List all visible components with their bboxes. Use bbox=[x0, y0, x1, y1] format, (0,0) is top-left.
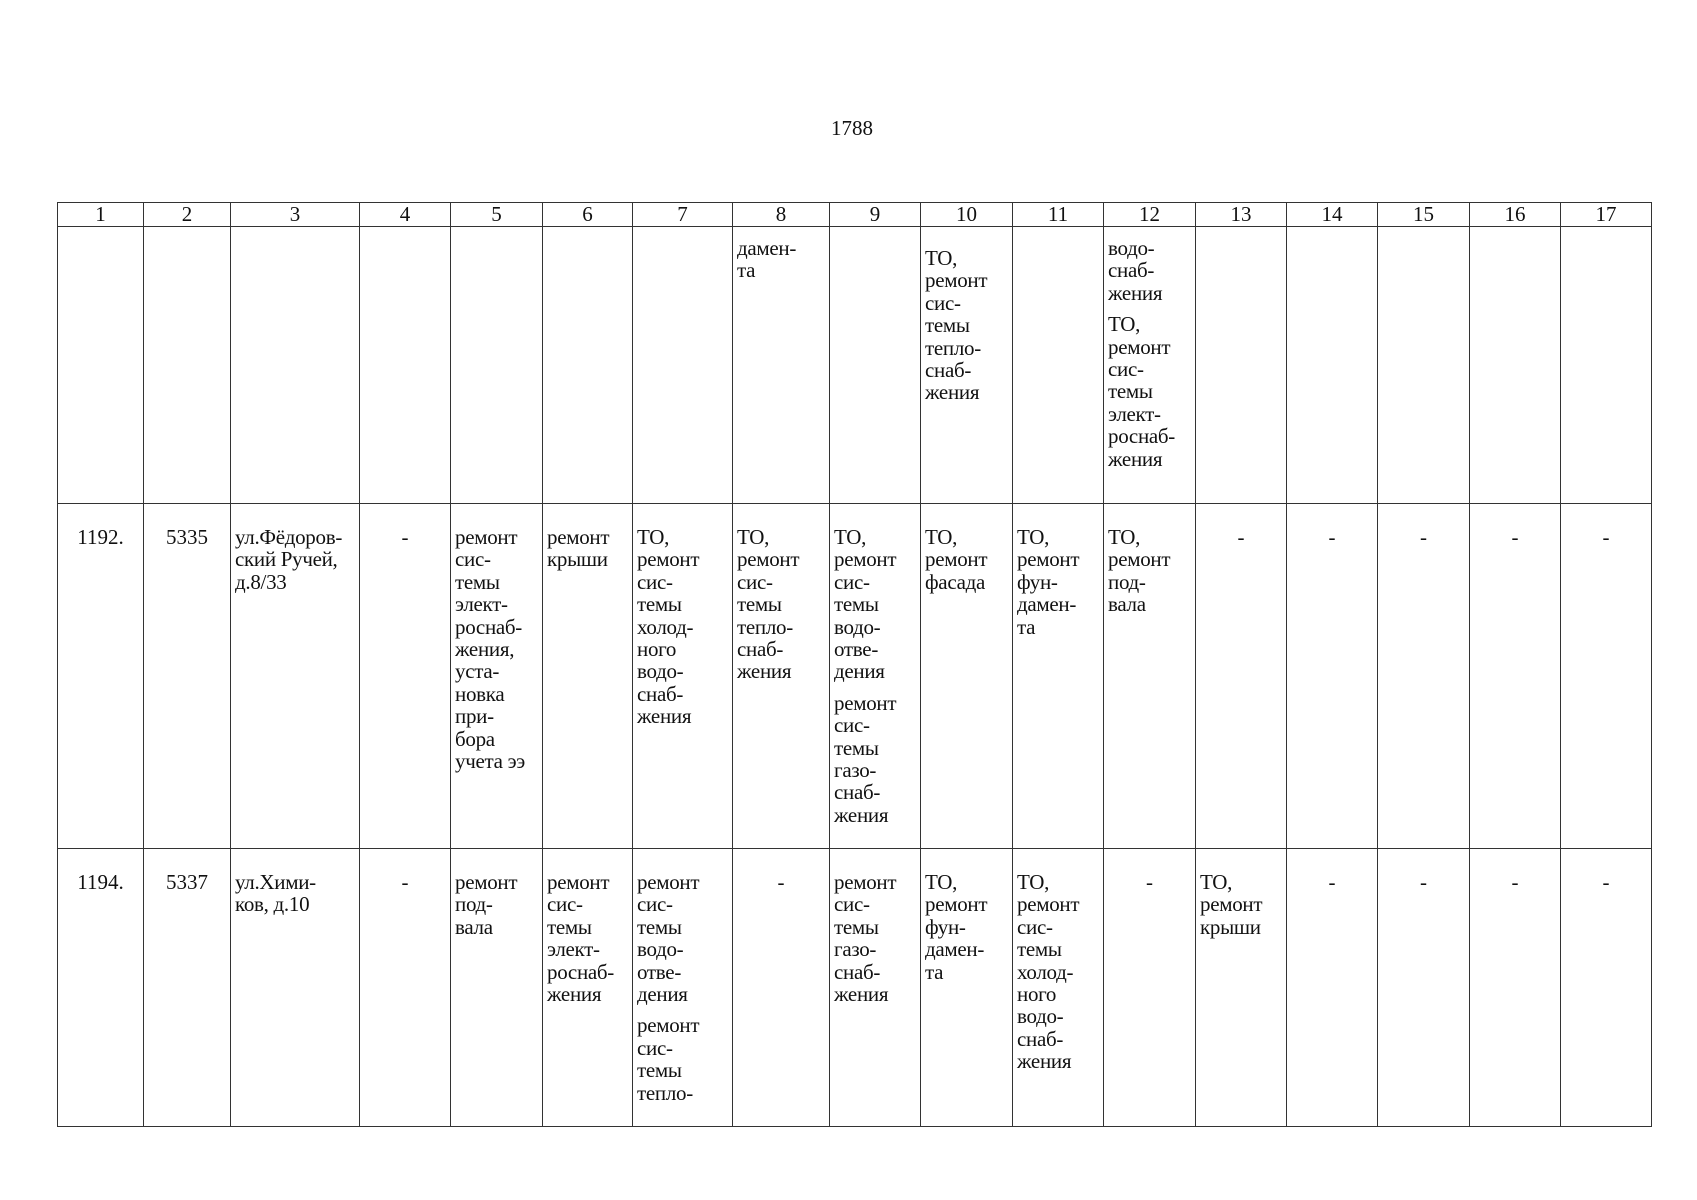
cell-text-line: ремонт bbox=[1017, 892, 1080, 917]
table-cell-col-9 bbox=[830, 227, 921, 504]
column-header-4: 4 bbox=[360, 203, 451, 227]
cell-text-line: водо- bbox=[1017, 1004, 1064, 1029]
cell-paragraph bbox=[235, 871, 355, 916]
cell-paragraph bbox=[834, 526, 916, 683]
cell-text-line: ТО, bbox=[925, 870, 958, 894]
cell-text-line: ремонт bbox=[834, 870, 897, 894]
cell-text-line: под- bbox=[1108, 569, 1146, 594]
column-header-2: 2 bbox=[144, 203, 231, 227]
cell-text-line: ремонт bbox=[1200, 892, 1263, 917]
column-header-17: 17 bbox=[1561, 203, 1652, 227]
cell-text-line: темы bbox=[637, 1058, 682, 1083]
cell-text-line: крыши bbox=[1200, 914, 1261, 939]
table-cell-col-10 bbox=[921, 227, 1013, 504]
cell-text-line: темы bbox=[925, 313, 970, 338]
table-cell-col-10 bbox=[921, 504, 1013, 849]
cell-text-line: дамен- bbox=[737, 236, 797, 260]
cell-text-line: водо- bbox=[637, 937, 684, 962]
cell-text-line: снаб- bbox=[834, 959, 881, 984]
cell-paragraph bbox=[834, 871, 916, 1005]
cell-text-line: крыши bbox=[547, 547, 608, 572]
cell-text-line: фун- bbox=[925, 914, 966, 939]
cell-text-line: газо- bbox=[834, 758, 877, 783]
cell-text-line: ский Ручей, bbox=[235, 547, 338, 572]
cell-text-line: учета ээ bbox=[455, 749, 526, 774]
table-cell-col-11 bbox=[1013, 504, 1104, 849]
table-cell-col-16: - bbox=[1470, 849, 1561, 1127]
cell-text-line: ТО, bbox=[1200, 870, 1233, 894]
cell-text-line: роснаб- bbox=[1108, 424, 1175, 449]
table-cell-col-12 bbox=[1104, 504, 1196, 849]
cell-text-line: темы bbox=[547, 914, 592, 939]
cell-text-line: сис- bbox=[547, 892, 583, 917]
cell-text-line: темы bbox=[737, 592, 782, 617]
column-number-row bbox=[58, 203, 1652, 227]
column-header-14: 14 bbox=[1287, 203, 1378, 227]
table-cell-col-2: 5337 bbox=[144, 849, 231, 1127]
table-cell-col-8: - bbox=[733, 849, 830, 1127]
cell-paragraph bbox=[1108, 237, 1191, 304]
cell-paragraph bbox=[925, 247, 1008, 404]
cell-text-line: элект- bbox=[547, 937, 600, 962]
cell-text-line: ТО, bbox=[1108, 525, 1141, 549]
cell-text-line: ТО, bbox=[1108, 312, 1141, 337]
table-cell-col-14: - bbox=[1287, 849, 1378, 1127]
cell-text-line: фасада bbox=[925, 569, 986, 594]
cell-text-line: фун- bbox=[1017, 569, 1058, 594]
column-header-6: 6 bbox=[543, 203, 633, 227]
column-header-1: 1 bbox=[58, 203, 144, 227]
cell-paragraph bbox=[925, 526, 1008, 593]
cell-text-line: ремонт bbox=[637, 547, 700, 572]
table-cell-col-16: - bbox=[1470, 504, 1561, 849]
column-header-9: 9 bbox=[830, 203, 921, 227]
table-cell-col-5 bbox=[451, 504, 543, 849]
table-cell-col-17: - bbox=[1561, 849, 1652, 1127]
cell-text-line: жения bbox=[1108, 446, 1163, 471]
column-header-16: 16 bbox=[1470, 203, 1561, 227]
table-cell-col-1: 1194. bbox=[58, 849, 144, 1127]
cell-text-line: темы bbox=[1108, 379, 1153, 404]
column-header-13: 13 bbox=[1196, 203, 1287, 227]
cell-text-line: ков, д.10 bbox=[235, 892, 310, 917]
cell-text-line: ремонт bbox=[925, 547, 988, 572]
table-cell-col-9 bbox=[830, 849, 921, 1127]
cell-text-line: ремонт bbox=[1108, 547, 1171, 572]
cell-text-line: сис- bbox=[737, 569, 773, 594]
cell-text-line: жения bbox=[737, 659, 792, 684]
table-cell-col-7 bbox=[633, 227, 733, 504]
table-row bbox=[58, 849, 1652, 1127]
table-row bbox=[58, 504, 1652, 849]
table-cell-col-14: - bbox=[1287, 504, 1378, 849]
table-cell-col-11 bbox=[1013, 227, 1104, 504]
table-cell-col-5 bbox=[451, 227, 543, 504]
table-cell-col-7 bbox=[633, 504, 733, 849]
cell-text-line: газо- bbox=[834, 937, 877, 962]
column-header-5: 5 bbox=[451, 203, 543, 227]
cell-text-line: темы bbox=[637, 592, 682, 617]
column-header-11: 11 bbox=[1013, 203, 1104, 227]
cell-text-line: холод- bbox=[1017, 959, 1074, 984]
cell-text-line: ремонт bbox=[1017, 547, 1080, 572]
cell-text-line: ТО, bbox=[834, 525, 867, 549]
table-row bbox=[58, 227, 1652, 504]
cell-text-line: дамен- bbox=[1017, 592, 1077, 617]
cell-text-line: жения bbox=[834, 802, 889, 827]
cell-text-line: сис- bbox=[834, 569, 870, 594]
cell-text-line: ТО, bbox=[1017, 870, 1050, 894]
table-cell-col-10 bbox=[921, 849, 1013, 1127]
table-cell-col-17 bbox=[1561, 227, 1652, 504]
table-cell-col-15: - bbox=[1378, 504, 1470, 849]
cell-paragraph bbox=[925, 871, 1008, 983]
cell-paragraph bbox=[834, 692, 916, 826]
cell-text-line: жения bbox=[925, 380, 980, 405]
cell-text-line: под- bbox=[455, 892, 493, 917]
table-cell-col-3 bbox=[231, 227, 360, 504]
cell-text-line: сис- bbox=[637, 1035, 673, 1060]
cell-paragraph bbox=[637, 1014, 728, 1104]
cell-text-line: снаб- bbox=[925, 358, 972, 383]
page-number: 1788 bbox=[831, 116, 873, 140]
table-cell-col-4: - bbox=[360, 849, 451, 1127]
cell-paragraph bbox=[637, 871, 728, 1005]
table-cell-col-13 bbox=[1196, 849, 1287, 1127]
cell-text-line: жения bbox=[834, 982, 889, 1007]
cell-text-line: тепло- bbox=[925, 335, 981, 360]
cell-text-line: ТО, bbox=[925, 525, 958, 549]
cell-text-line: сис- bbox=[834, 892, 870, 917]
cell-text-line: отве- bbox=[834, 637, 879, 662]
column-header-12: 12 bbox=[1104, 203, 1196, 227]
table-cell-col-8 bbox=[733, 227, 830, 504]
cell-paragraph bbox=[1108, 313, 1191, 470]
cell-text-line: элект- bbox=[1108, 401, 1161, 426]
cell-text-line: жения bbox=[1017, 1049, 1072, 1074]
cell-text-line: ремонт bbox=[455, 525, 518, 549]
table-cell-col-5 bbox=[451, 849, 543, 1127]
table-cell-col-6 bbox=[543, 227, 633, 504]
cell-text-line: дения bbox=[637, 982, 688, 1007]
column-header-3: 3 bbox=[231, 203, 360, 227]
table-cell-col-2 bbox=[144, 227, 231, 504]
cell-text-line: ного bbox=[637, 637, 677, 662]
table-cell-col-4: - bbox=[360, 504, 451, 849]
cell-text-line: жения bbox=[1108, 280, 1163, 305]
cell-text-line: сис- bbox=[637, 569, 673, 594]
cell-text-line: ул.Хими- bbox=[235, 870, 316, 894]
cell-text-line: сис- bbox=[834, 713, 870, 738]
table-cell-col-12: - bbox=[1104, 849, 1196, 1127]
cell-text-line: вала bbox=[1108, 592, 1146, 617]
cell-text-line: темы bbox=[834, 592, 879, 617]
cell-text-line: темы bbox=[455, 569, 500, 594]
cell-text-line: дения bbox=[834, 659, 885, 684]
cell-text-line: снаб- bbox=[834, 780, 881, 805]
cell-text-line: бора bbox=[455, 726, 495, 751]
cell-text-line: вала bbox=[455, 914, 493, 939]
cell-text-line: снаб- bbox=[1108, 258, 1155, 283]
cell-paragraph bbox=[737, 237, 825, 282]
cell-text-line: ремонт bbox=[1108, 334, 1171, 359]
cell-text-line: водо- bbox=[1108, 236, 1155, 260]
table-cell-col-17: - bbox=[1561, 504, 1652, 849]
cell-paragraph bbox=[1200, 871, 1282, 938]
table-cell-col-12 bbox=[1104, 227, 1196, 504]
table-cell-col-15: - bbox=[1378, 849, 1470, 1127]
cell-text-line: ремонт bbox=[737, 547, 800, 572]
cell-text-line: сис- bbox=[925, 290, 961, 315]
cell-text-line: при- bbox=[455, 704, 494, 729]
column-header-7: 7 bbox=[633, 203, 733, 227]
cell-text-line: ТО, bbox=[737, 525, 770, 549]
cell-text-line: ремонт bbox=[455, 870, 518, 894]
cell-text-line: темы bbox=[637, 914, 682, 939]
cell-paragraph bbox=[547, 526, 628, 571]
cell-text-line: ТО, bbox=[637, 525, 670, 549]
table-cell-col-3 bbox=[231, 504, 360, 849]
cell-text-line: ремонт bbox=[547, 870, 610, 894]
cell-text-line: водо- bbox=[834, 614, 881, 639]
cell-text-line: снаб- bbox=[1017, 1026, 1064, 1051]
cell-paragraph bbox=[737, 526, 825, 683]
table-cell-col-16 bbox=[1470, 227, 1561, 504]
cell-paragraph bbox=[1017, 871, 1099, 1073]
cell-text-line: ТО, bbox=[1017, 525, 1050, 549]
table-cell-col-7 bbox=[633, 849, 733, 1127]
table-cell-col-1: 1192. bbox=[58, 504, 144, 849]
table-cell-col-8 bbox=[733, 504, 830, 849]
cell-text-line: ТО, bbox=[925, 246, 958, 270]
cell-text-line: дамен- bbox=[925, 937, 985, 962]
cell-text-line: сис- bbox=[1017, 914, 1053, 939]
table-cell-col-2: 5335 bbox=[144, 504, 231, 849]
cell-text-line: ул.Фёдоров- bbox=[235, 525, 343, 549]
cell-text-line: та bbox=[737, 258, 756, 283]
cell-text-line: тепло- bbox=[737, 614, 793, 639]
cell-text-line: элект- bbox=[455, 592, 508, 617]
cell-text-line: снаб- bbox=[637, 681, 684, 706]
cell-text-line: ремонт bbox=[547, 525, 610, 549]
cell-text-line: жения bbox=[637, 704, 692, 729]
cell-text-line: тепло- bbox=[637, 1080, 693, 1105]
column-header-15: 15 bbox=[1378, 203, 1470, 227]
cell-text-line: ремонт bbox=[925, 892, 988, 917]
cell-text-line: темы bbox=[834, 914, 879, 939]
cell-text-line: роснаб- bbox=[455, 614, 522, 639]
table-cell-col-3 bbox=[231, 849, 360, 1127]
cell-text-line: сис- bbox=[1108, 357, 1144, 382]
cell-text-line: новка bbox=[455, 681, 505, 706]
table-cell-col-13 bbox=[1196, 227, 1287, 504]
table-cell-col-9 bbox=[830, 504, 921, 849]
cell-text-line: роснаб- bbox=[547, 959, 614, 984]
cell-text-line: отве- bbox=[637, 959, 682, 984]
table-cell-col-6 bbox=[543, 849, 633, 1127]
works-table bbox=[57, 202, 1652, 1127]
cell-text-line: жения, bbox=[455, 637, 515, 662]
cell-paragraph bbox=[455, 526, 538, 772]
cell-text-line: уста- bbox=[455, 659, 500, 684]
cell-text-line: та bbox=[925, 959, 944, 984]
cell-text-line: темы bbox=[1017, 937, 1062, 962]
cell-text-line: сис- bbox=[637, 892, 673, 917]
cell-text-line: снаб- bbox=[737, 637, 784, 662]
cell-text-line: сис- bbox=[455, 547, 491, 572]
cell-text-line: жения bbox=[547, 982, 602, 1007]
cell-paragraph bbox=[1017, 526, 1099, 638]
table-cell-col-15 bbox=[1378, 227, 1470, 504]
column-header-10: 10 bbox=[921, 203, 1013, 227]
cell-text-line: темы bbox=[834, 735, 879, 760]
column-header-8: 8 bbox=[733, 203, 830, 227]
cell-paragraph bbox=[637, 526, 728, 728]
table-cell-col-13: - bbox=[1196, 504, 1287, 849]
cell-text-line: водо- bbox=[637, 659, 684, 684]
cell-text-line: ремонт bbox=[834, 690, 897, 715]
table-cell-col-4 bbox=[360, 227, 451, 504]
cell-text-line: ремонт bbox=[637, 1013, 700, 1038]
cell-paragraph bbox=[1108, 526, 1191, 616]
cell-text-line: ремонт bbox=[637, 870, 700, 894]
cell-text-line: ного bbox=[1017, 982, 1057, 1007]
cell-paragraph bbox=[235, 526, 355, 593]
cell-paragraph bbox=[547, 871, 628, 1005]
cell-text-line: ремонт bbox=[925, 268, 988, 293]
cell-text-line: холод- bbox=[637, 614, 694, 639]
table-cell-col-14 bbox=[1287, 227, 1378, 504]
cell-text-line: ремонт bbox=[834, 547, 897, 572]
table-cell-col-1 bbox=[58, 227, 144, 504]
table-cell-col-6 bbox=[543, 504, 633, 849]
cell-text-line: д.8/33 bbox=[235, 569, 287, 594]
table-cell-col-11 bbox=[1013, 849, 1104, 1127]
cell-text-line: та bbox=[1017, 614, 1036, 639]
cell-paragraph bbox=[455, 871, 538, 938]
